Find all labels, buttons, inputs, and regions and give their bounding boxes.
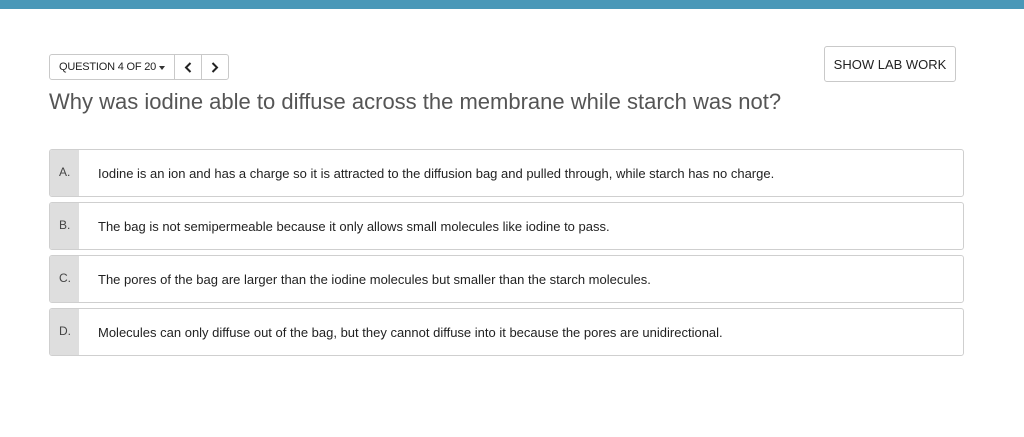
choice-letter: B. (50, 203, 79, 249)
previous-question-button[interactable] (175, 55, 201, 79)
choice-letter: C. (50, 256, 79, 302)
choice-text: The bag is not semipermeable because it only allows small molecules like iodine to pass. (98, 218, 610, 234)
question-navigator (49, 54, 229, 80)
choice-text: Molecules can only diffuse out of the bag, but they cannot diffuse into it because the pores are unidirectional. (98, 324, 723, 340)
answer-choice-d[interactable] (49, 308, 964, 356)
next-question-button[interactable] (201, 55, 228, 79)
chevron-left-icon (184, 62, 192, 73)
choice-letter: A. (50, 150, 79, 196)
top-accent-bar (0, 0, 1024, 9)
caret-down-icon (159, 66, 165, 70)
answer-choice-b[interactable] (49, 202, 964, 250)
answer-choices (49, 149, 964, 361)
answer-choice-a[interactable] (49, 149, 964, 197)
answer-choice-c[interactable] (49, 255, 964, 303)
chevron-right-icon (211, 62, 219, 73)
question-counter-dropdown[interactable] (50, 55, 175, 79)
show-lab-work-button[interactable]: SHOW LAB WORK (824, 46, 956, 82)
choice-letter: D. (50, 309, 79, 355)
question-text: Why was iodine able to diffuse across the membrane while starch was not? (49, 89, 782, 114)
choice-text: The pores of the bag are larger than the iodine molecules but smaller than the starch molecules. (98, 271, 651, 287)
question-counter-label: QUESTION 4 OF 20 (59, 61, 157, 73)
choice-text: Iodine is an ion and has a charge so it is attracted to the diffusion bag and pulled through, while starch has no charge. (98, 165, 775, 181)
